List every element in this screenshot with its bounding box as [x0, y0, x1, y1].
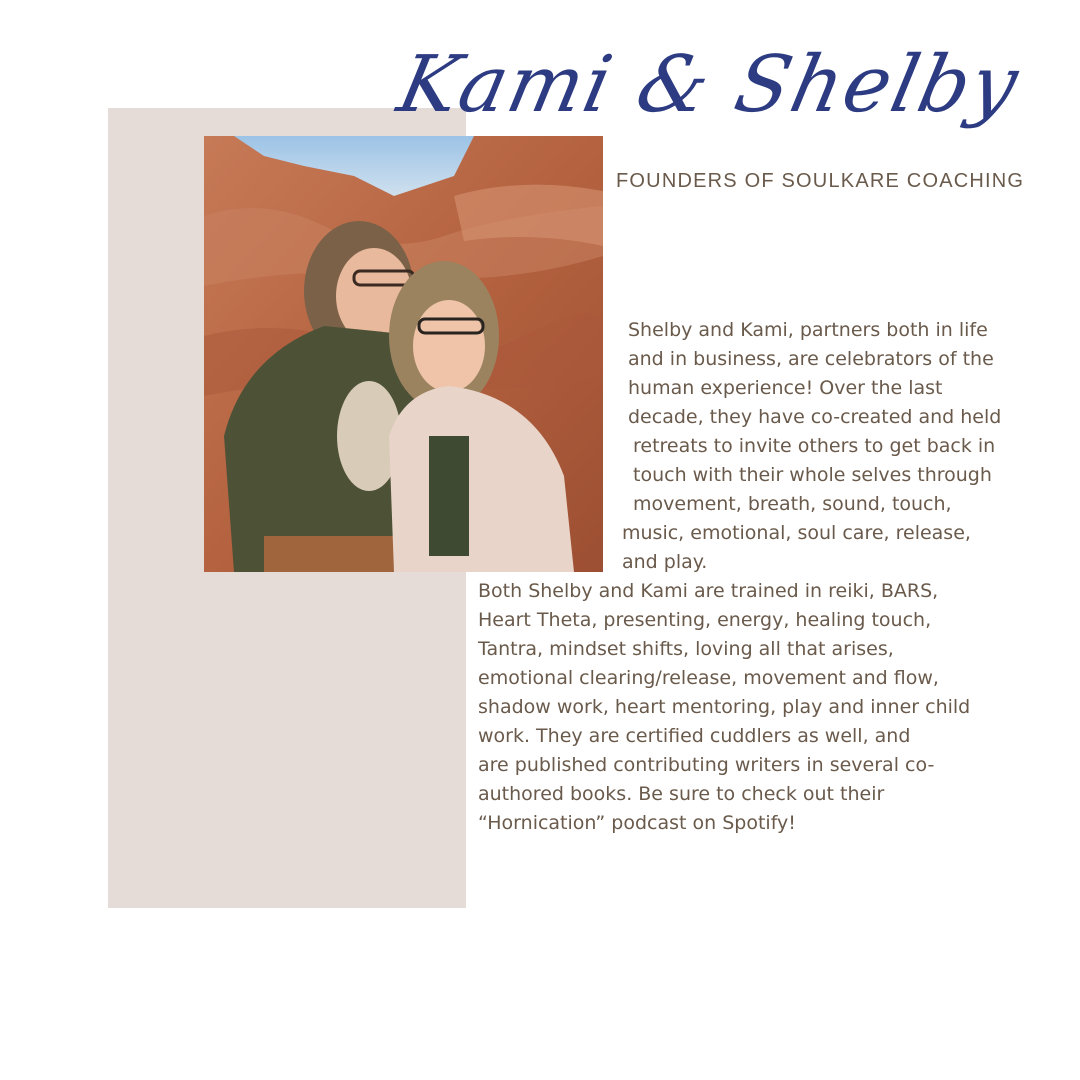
text-line: and in business, are celebrators of the	[628, 348, 994, 370]
text-line: “Hornication” podcast on Spotify!	[478, 812, 796, 834]
text-line: Tantra, mindset shifts, loving all that arises,	[478, 638, 894, 660]
text-line: movement, breath, sound, touch,	[633, 493, 952, 515]
page-subtitle: FOUNDERS OF SOULKARE COACHING	[616, 170, 1025, 192]
text-line: music, emotional, soul care, release,	[622, 522, 971, 544]
bio-paragraph-2	[478, 577, 1068, 838]
text-line: emotional clearing/release, movement and flow,	[478, 667, 939, 689]
text-line: touch with their whole selves through	[633, 464, 992, 486]
text-line: Both Shelby and Kami are trained in reiki, BARS,	[478, 580, 939, 602]
text-line: and play.	[622, 551, 708, 573]
text-line: work. They are certified cuddlers as well, and	[478, 725, 911, 747]
text-line: human experience! Over the last	[628, 377, 943, 399]
bio-paragraph-1	[622, 316, 1072, 577]
text-line: decade, they have co-created and held	[628, 406, 1002, 428]
text-line: are published contributing writers in several co-	[478, 754, 935, 776]
founders-photo	[204, 136, 603, 572]
page-title: Kami & Shelby	[390, 40, 1028, 130]
text-line: Shelby and Kami, partners both in life	[628, 319, 988, 341]
photo-illustration	[204, 136, 603, 572]
text-line: retreats to invite others to get back in	[633, 435, 996, 457]
text-line: shadow work, heart mentoring, play and inner child	[478, 696, 971, 718]
text-line: Heart Theta, presenting, energy, healing touch,	[478, 609, 932, 631]
text-line: authored books. Be sure to check out their	[478, 783, 885, 805]
